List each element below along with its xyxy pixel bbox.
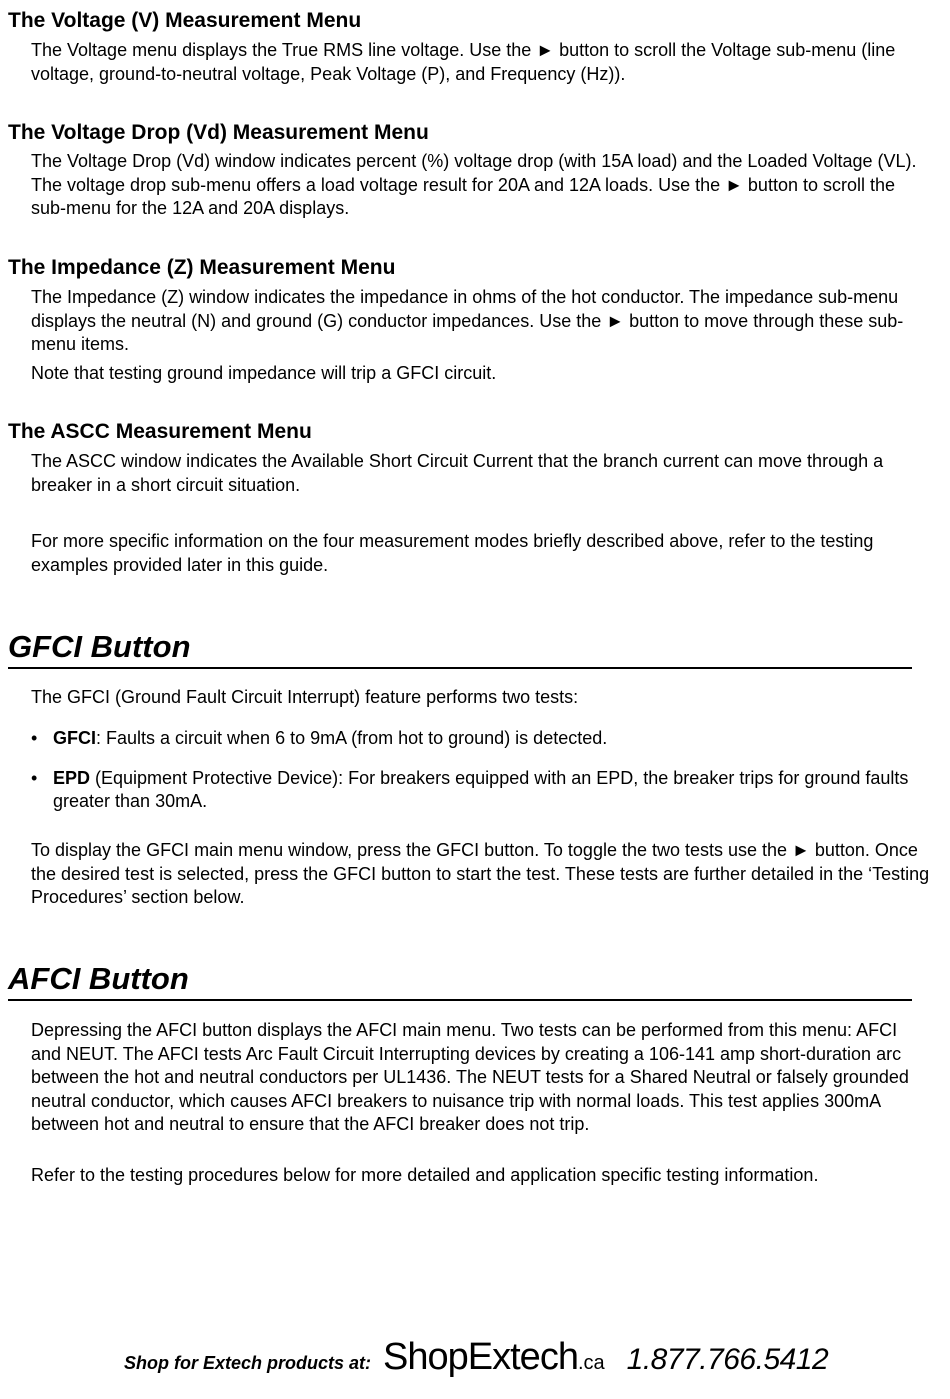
gfci-intro: The GFCI (Ground Fault Circuit Interrupt) feature performs two tests: bbox=[31, 687, 579, 707]
afci-refer: Refer to the testing procedures below for more detailed and application specific testing information. bbox=[31, 1165, 819, 1185]
gfci-instructions: To display the GFCI main menu window, press the GFCI button. To toggle the two tests use the ► button. Once the desired test is selected, press the GFCI button to start the test. These tests are further detailed in the ‘Testing Procedures’ section below. bbox=[31, 840, 930, 907]
gfci-divider bbox=[8, 667, 912, 669]
footer-brand-tld: .ca bbox=[577, 1352, 605, 1374]
bullet-term: EPD bbox=[53, 767, 91, 788]
list-item bbox=[31, 767, 921, 814]
bullet-text: : Faults a circuit when 6 to 9mA (from hot to ground) is detected. bbox=[96, 728, 608, 748]
afci-section-title: AFCI Button bbox=[8, 961, 189, 996]
footer-brand-link[interactable]: ShopExtech bbox=[383, 1336, 578, 1378]
bullet-term: GFCI bbox=[53, 728, 96, 748]
voltage-menu-text: The Voltage menu displays the True RMS line voltage. Use the ► button to scroll the Voltage sub-menu (line voltage, ground-to-neutral voltage, Peak Voltage (P), and Frequency (Hz)). bbox=[31, 40, 896, 84]
afci-divider bbox=[8, 999, 912, 1001]
impedance-heading: The Impedance (Z) Measurement Menu bbox=[8, 256, 396, 279]
ascc-text: The ASCC window indicates the Available Short Circuit Current that the branch current can move through a breaker in a short circuit situation. bbox=[31, 451, 884, 495]
footer-phone: 1.877.766.5412 bbox=[626, 1343, 829, 1376]
ascc-heading: The ASCC Measurement Menu bbox=[8, 420, 312, 443]
voltage-menu-heading: The Voltage (V) Measurement Menu bbox=[8, 9, 362, 32]
gfci-test-list bbox=[31, 727, 921, 830]
voltage-drop-text: The Voltage Drop (Vd) window indicates percent (%) voltage drop (with 15A load) and the Loaded Voltage (VL). The voltage drop sub-menu offers a load voltage result for 20A and 12A loads. Use the ► button to scroll the sub-menu for the 12A and 20A displays. bbox=[31, 151, 917, 218]
voltage-drop-heading: The Voltage Drop (Vd) Measurement Menu bbox=[8, 121, 429, 144]
bullet-text: (Equipment Protective Device): For breakers equipped with an EPD, the breaker trips for ground faults greater than 30mA. bbox=[53, 767, 909, 811]
footer-label: Shop for Extech products at: bbox=[124, 1353, 372, 1373]
ascc-more-info: For more specific information on the four measurement modes briefly described above, refer to the testing examples provided later in this guide. bbox=[31, 531, 874, 575]
impedance-text: The Impedance (Z) window indicates the impedance in ohms of the hot conductor. The impedance sub-menu displays the neutral (N) and ground (G) conductor impedances. Use the ► button to move through these sub-menu items. bbox=[31, 287, 904, 354]
footer bbox=[124, 1336, 844, 1386]
list-item bbox=[31, 727, 921, 751]
impedance-note: Note that testing ground impedance will trip a GFCI circuit. bbox=[31, 363, 497, 383]
gfci-section-title: GFCI Button bbox=[8, 629, 191, 664]
afci-text: Depressing the AFCI button displays the AFCI main menu. Two tests can be performed from this menu: AFCI and NEUT. The AFCI tests Arc Fault Circuit Interrupting devices by creating a 106-141 amp short-duration arc between the hot and neutral conductors per UL1436. The NEUT tests for a Shared Neutral or falsely grounded neutral conductor, which causes AFCI breakers to nuisance trip with normal loads. This test applies 300mA between hot and neutral to ensure that the AFCI breaker does not trip. bbox=[31, 1020, 909, 1134]
